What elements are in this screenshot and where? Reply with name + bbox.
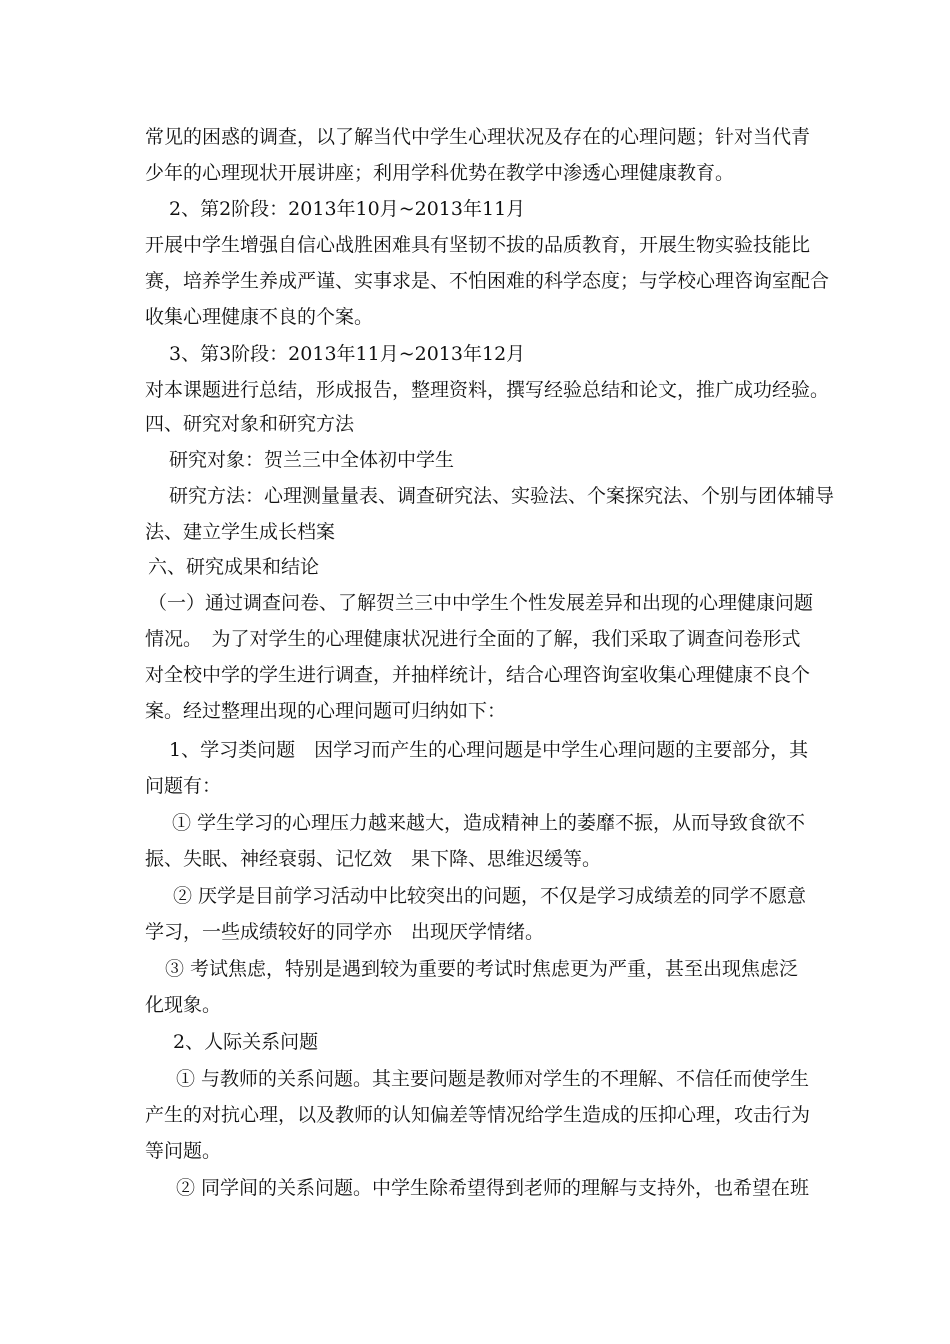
text-line: 常见的困惑的调查，以了解当代中学生心理状况及存在的心理问题；针对当代青 [145,126,811,148]
text-line: ① 学生学习的心理压力越来越大，造成精神上的萎靡不振，从而导致食欲不 [172,812,806,834]
subsection-heading: 2、人际关系问题 [173,1031,319,1053]
text-line: 对全校中学的学生进行调查，并抽样统计，结合心理咨询室收集心理健康不良个 [145,664,811,686]
text-line: 振、失眠、神经衰弱、记忆效 果下降、思维迟缓等。 [145,848,602,870]
text-line: 对本课题进行总结，形成报告，整理资料，撰写经验总结和论文，推广成功经验。 [145,379,830,401]
section-heading: 四、研究对象和研究方法 [145,413,355,435]
text-line: ② 同学间的关系问题。中学生除希望得到老师的理解与支持外，也希望在班 [176,1177,810,1199]
text-line: ③ 考试焦虑，特别是遇到较为重要的考试时焦虑更为严重，甚至出现焦虑泛 [165,958,799,980]
text-line: （一）通过调查问卷、了解贺兰三中中学生个性发展差异和出现的心理健康问题 [148,592,814,614]
text-line: ② 厌学是目前学习活动中比较突出的问题，不仅是学习成绩差的同学不愿意 [173,885,807,907]
text-line: 赛，培养学生养成严谨、实事求是、不怕困难的科学态度；与学校心理咨询室配合 [145,270,830,292]
stage-heading: 2、第2阶段：2013年10月~2013年11月 [169,198,526,220]
text-line: 研究对象：贺兰三中全体初中学生 [169,449,455,471]
text-line: 产生的对抗心理，以及教师的认知偏差等情况给学生造成的压抑心理，攻击行为 [145,1104,811,1126]
text-line: 开展中学生增强自信心战胜困难具有坚韧不拔的品质教育，开展生物实验技能比 [145,234,811,256]
text-line: 少年的心理现状开展讲座；利用学科优势在教学中渗透心理健康教育。 [145,162,735,184]
text-line: 研究方法：心理测量量表、调查研究法、实验法、个案探究法、个别与团体辅导 [169,485,835,507]
text-line: 学习，一些成绩较好的同学亦 出现厌学情绪。 [145,921,545,943]
text-line: 情况。 为了对学生的心理健康状况进行全面的了解，我们采取了调查问卷形式 [145,628,801,650]
text-line: 化现象。 [145,994,222,1016]
text-line: 收集心理健康不良的个案。 [145,306,374,328]
text-line: 案。经过整理出现的心理问题可归纳如下： [145,700,507,722]
text-line: 法、建立学生成长档案 [145,521,336,543]
text-line: 等问题。 [145,1140,222,1162]
stage-heading: 3、第3阶段：2013年11月~2013年12月 [169,343,526,365]
text-line: ① 与教师的关系问题。其主要问题是教师对学生的不理解、不信任而使学生 [176,1068,810,1090]
text-line: 问题有： [145,775,222,797]
text-line: 1、学习类问题 因学习而产生的心理问题是中学生心理问题的主要部分，其 [169,739,809,761]
section-heading: 六、研究成果和结论 [148,556,320,578]
